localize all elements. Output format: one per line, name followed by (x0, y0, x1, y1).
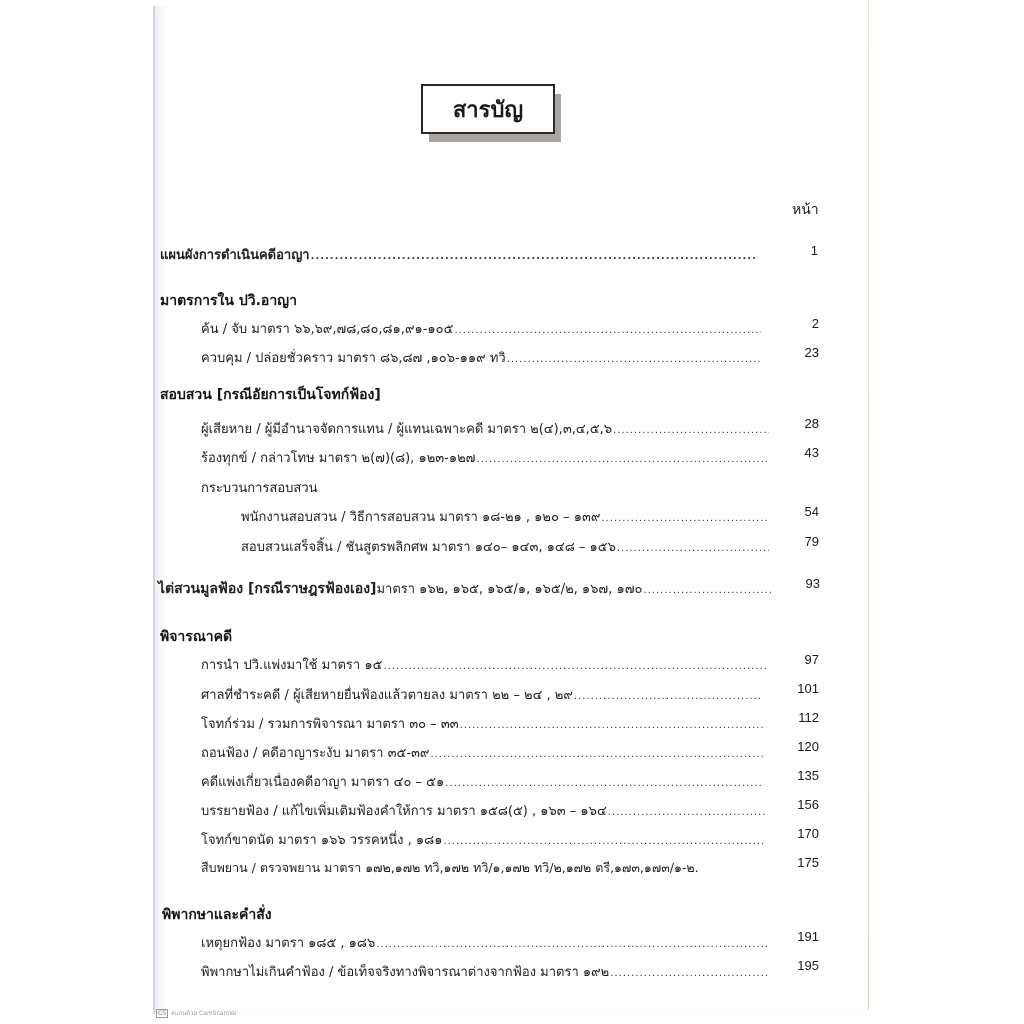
toc-page-number: 54 (804, 504, 819, 519)
leader-dots (445, 778, 761, 789)
toc-entry[interactable] (241, 536, 769, 557)
toc-page-number: 191 (797, 929, 819, 944)
toc-entry[interactable] (201, 684, 761, 705)
toc-entry-label: คดีแพ่งเกี่ยวเนื่องคดีอาญา มาตรา ๔๐ – ๕๑ (201, 775, 445, 790)
toc-subsection-heading (201, 477, 318, 498)
leader-dots (383, 661, 769, 672)
toc-entry-label: พนักงานสอบสวน / วิธีการสอบสวน มาตรา ๑๘-๒๑ , ๑๒๐ – ๑๓๙ (241, 510, 601, 525)
leader-dots (443, 836, 765, 847)
toc-entry-label: ศาลที่ชำระคดี / ผู้เสียหายยื่นฟ้องแล้วตายลง มาตรา ๒๒ – ๒๔ , ๒๙ (201, 688, 573, 703)
toc-page-number: 120 (797, 739, 819, 754)
toc-entry-label: ถอนฟ้อง / คดีอาญาระงับ มาตรา ๓๕-๓๙ (201, 746, 430, 761)
toc-entry-label: การนำ ปวิ.แพ่งมาใช้ มาตรา ๑๕ (201, 658, 383, 673)
toc-entry[interactable] (241, 506, 769, 527)
toc-subsection-label: กระบวนการสอบสวน (201, 481, 318, 496)
toc-entry-label: ควบคุม / ปล่อยชั่วคราว มาตรา ๘๖,๘๗ ,๑๐๖-๑๑๙ ทวิ (201, 351, 506, 366)
toc-entry[interactable] (201, 318, 761, 339)
toc-entry-label: ผู้เสียหาย / ผู้มีอำนาจจัดการแทน / ผู้แทนเฉพาะคดี มาตรา ๒(๔),๓,๔,๕,๖ (201, 422, 613, 437)
leader-dots (574, 691, 761, 702)
leader-dots (601, 513, 769, 524)
toc-page-number: 2 (811, 316, 819, 331)
toc-page-number: 79 (804, 534, 819, 549)
toc-entry-label: ค้น / จับ มาตรา ๖๖,๖๙,๗๘,๘๐,๘๑,๙๑-๑๐๕ (201, 322, 454, 337)
toc-entry-label: ร้องทุกข์ / กล่าวโทษ มาตรา ๒(๗)(๘), ๑๒๓-๑๒๗ (201, 451, 476, 466)
toc-entry[interactable] (201, 932, 769, 953)
toc-page-number: 93 (805, 576, 820, 591)
toc-entry[interactable] (201, 829, 765, 850)
toc-entry[interactable] (201, 347, 761, 368)
toc-section-heading: พิจารณาคดี (160, 629, 233, 645)
leader-dots (476, 454, 769, 465)
toc-page-number: 195 (797, 958, 819, 973)
toc-section-heading: สอบสวน [กรณีอัยการเป็นโจทก์ฟ้อง] (160, 387, 381, 403)
toc-entry[interactable] (201, 654, 769, 675)
camscanner-logo-icon: CS (158, 1009, 166, 1017)
leader-dots (610, 968, 769, 979)
leader-dots (608, 807, 765, 818)
toc-entry-label-bold: ไต่สวนมูลฟ้อง [กรณีราษฎรฟ้องเอง] (158, 581, 377, 597)
toc-page-number: 97 (804, 652, 819, 667)
toc-page-number: 135 (797, 768, 819, 783)
toc-section-heading: มาตรการใน ปวิ.อาญา (160, 293, 297, 309)
toc-entry-label: พิพากษาไม่เกินคำฟ้อง / ข้อเท็จจริงทางพิจารณาต่างจากฟ้อง มาตรา ๑๙๒ (201, 965, 610, 980)
toc-entry-label: เหตุยกฟ้อง มาตรา ๑๘๕ , ๑๘๖ (201, 936, 376, 951)
leader-dots (376, 939, 769, 950)
toc-entry[interactable] (201, 418, 769, 439)
toc-entry[interactable] (160, 244, 758, 265)
toc-entry[interactable] (201, 800, 765, 821)
toc-entry-label: สืบพยาน / ตรวจพยาน มาตรา ๑๗๒,๑๗๒ ทวิ,๑๗๒ ทวิ/๑,๑๗๒ ทวิ/๒,๑๗๒ ตรี,๑๗๓,๑๗๓/๑-๒. (201, 860, 699, 875)
page-title: สารบัญ (421, 84, 555, 134)
leader-dots (617, 543, 769, 554)
toc-page-number: 112 (798, 710, 819, 725)
toc-entry-label: แผนผังการดำเนินคดีอาญา (160, 248, 310, 263)
leader-dots (311, 251, 758, 262)
watermark-text: สแกนด้วย CamScanner (171, 1010, 238, 1017)
toc-entry[interactable] (201, 447, 769, 468)
toc-entry[interactable] (201, 742, 765, 763)
toc-page-number: 43 (804, 445, 819, 460)
toc-page-number: 28 (804, 416, 819, 431)
toc-entry[interactable] (201, 771, 761, 792)
toc-entry-label: บรรยายฟ้อง / แก้ไขเพิ่มเติมฟ้องคำให้การ มาตรา ๑๕๘(๕) , ๑๖๓ – ๑๖๔ (201, 804, 607, 819)
toc-entry-label: โจทก์ร่วม / รวมการพิจารณา มาตรา ๓๐ – ๓๓ (201, 717, 459, 732)
toc-page-number: 101 (797, 681, 819, 696)
scanner-watermark (156, 1008, 237, 1018)
leader-dots (643, 585, 774, 596)
toc-section-heading: พิพากษาและคำสั่ง (162, 907, 272, 923)
toc-entry[interactable] (201, 961, 769, 982)
toc-page-number: 170 (797, 826, 819, 841)
toc-entry-label: สอบสวนเสร็จสิ้น / ชันสูตรพลิกศพ มาตรา ๑๔๐– ๑๔๓, ๑๔๘ – ๑๕๖ (241, 540, 616, 555)
toc-entry-label: โจทก์ขาดนัด มาตรา ๑๖๖ วรรคหนึ่ง , ๑๘๑ (201, 833, 443, 848)
page-column-header: หน้า (792, 202, 819, 218)
toc-entry-label: มาตรา ๑๖๒, ๑๖๕, ๑๖๕/๑, ๑๖๕/๒, ๑๖๗, ๑๗๐ (376, 582, 643, 597)
toc-page-number: 156 (797, 797, 819, 812)
toc-page-number: 23 (804, 345, 819, 360)
toc-entry[interactable] (201, 713, 765, 734)
leader-dots (507, 354, 761, 365)
toc-entry[interactable] (201, 858, 771, 878)
leader-dots (460, 720, 765, 731)
leader-dots (454, 325, 761, 336)
leader-dots (430, 749, 765, 760)
page-edge (868, 0, 869, 1010)
toc-page-number: 175 (797, 855, 819, 870)
leader-dots (613, 425, 769, 436)
toc-entry[interactable] (158, 578, 774, 600)
toc-page-number: 1 (810, 243, 818, 258)
title-box (421, 84, 557, 134)
